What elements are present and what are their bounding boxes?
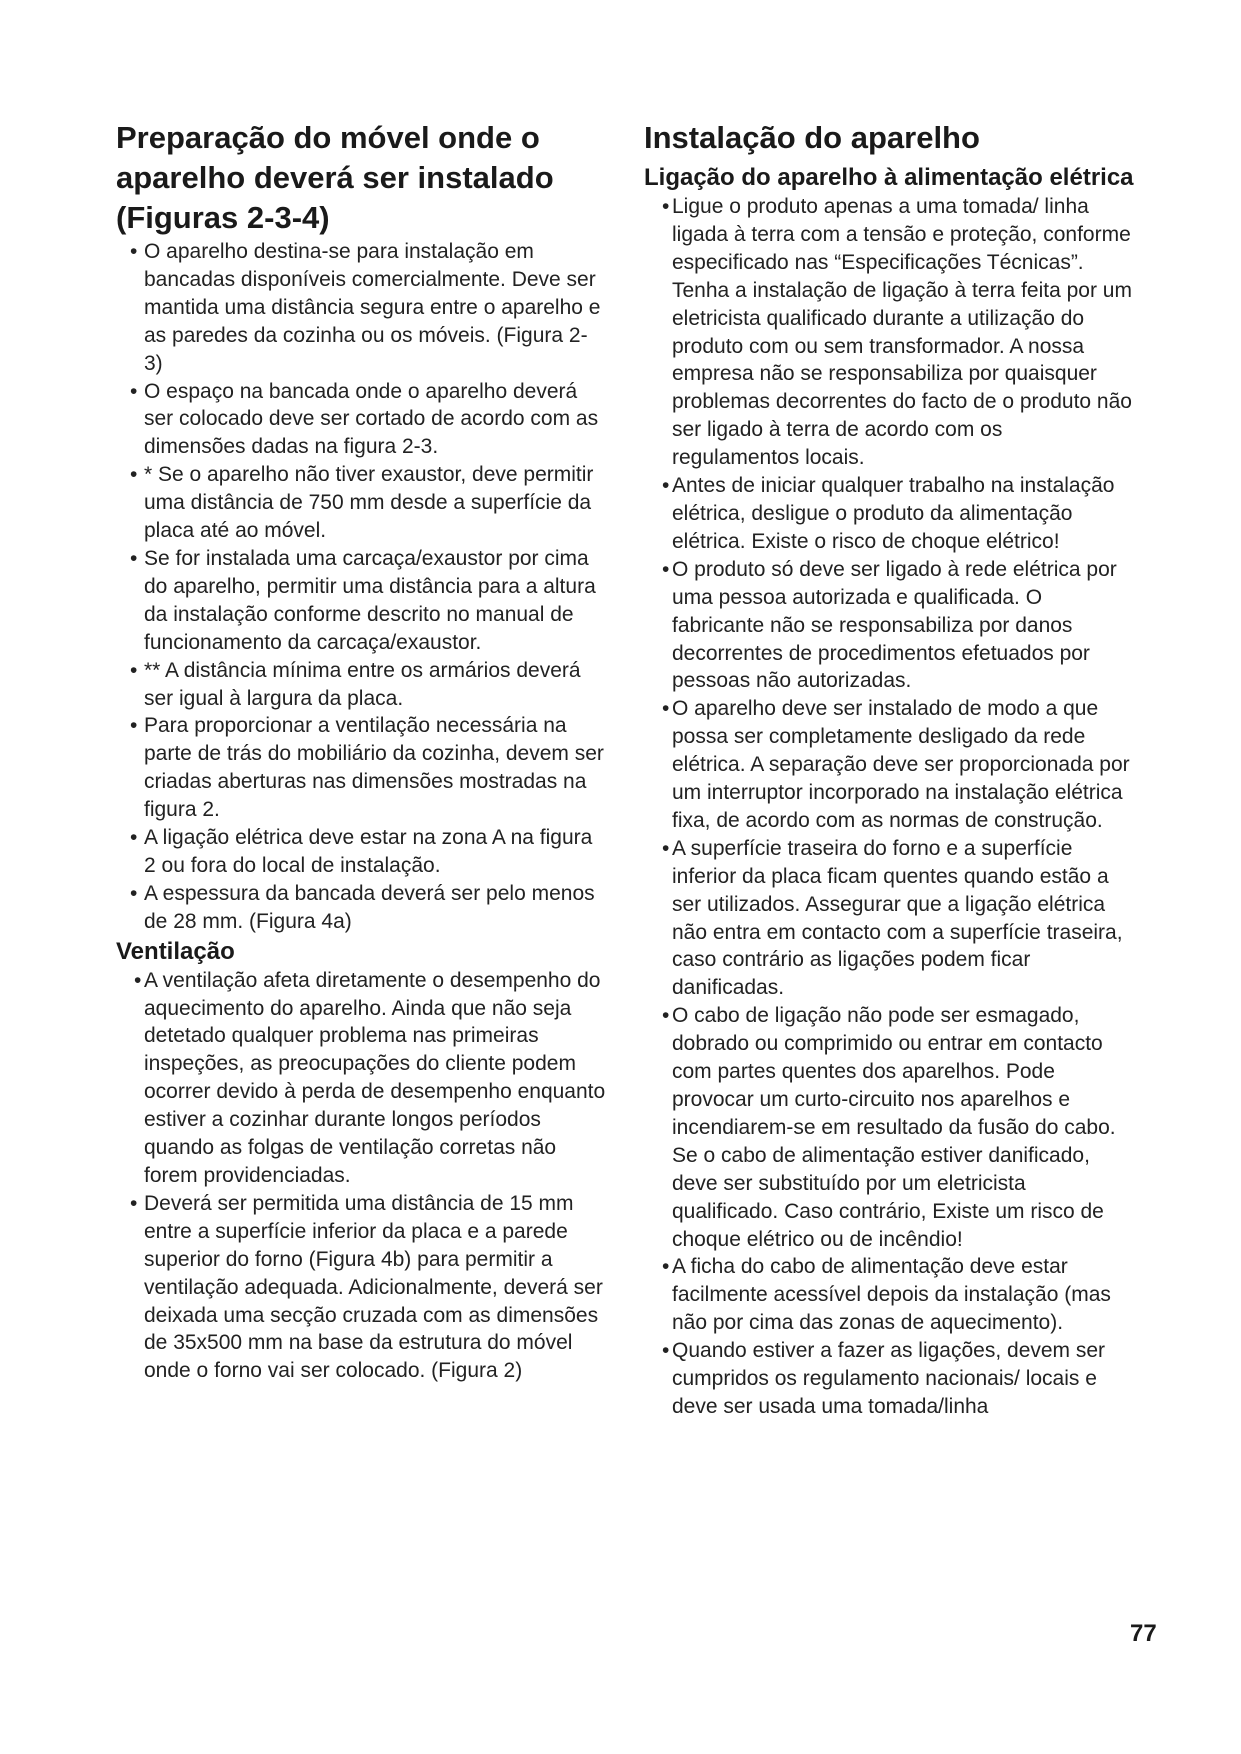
list-item: • Quando estiver a fazer as ligações, devem ser cumpridos os regulamento nacionais/ locais e deve ser usada uma tomada/linha [644, 1337, 1134, 1421]
electrical-connection-list [644, 193, 1134, 1421]
list-item: • * Se o aparelho não tiver exaustor, deve permitir uma distância de 750 mm desde a superfície da placa até ao móvel. [116, 461, 606, 545]
list-item: • A superfície traseira do forno e a superfície inferior da placa ficam quentes quando estão a ser utilizados. Assegurar que a ligação elétrica não entra em contacto com a superfície traseira, caso contrário as ligações podem ficar danificadas. [644, 835, 1134, 1002]
page-number: 77 [1130, 1620, 1157, 1647]
right-section-title: Instalação do aparelho [644, 120, 980, 155]
electrical-connection-heading: Ligação do aparelho à alimentação elétrica [644, 164, 1134, 191]
list-item: • O aparelho deve ser instalado de modo a que possa ser completamente desligado da rede elétrica. A separação deve ser proporcionada por um interruptor incorporado na instalação elétrica fixa, de acordo com as normas de construção. [644, 695, 1134, 835]
list-item: • Para proporcionar a ventilação necessária na parte de trás do mobiliário da cozinha, devem ser criadas aberturas nas dimensões mostradas na figura 2. [116, 712, 606, 824]
ventilation-heading: Ventilação [116, 937, 235, 965]
list-item: • O cabo de ligação não pode ser esmagado, dobrado ou comprimido ou entrar em contacto com partes quentes dos aparelhos. Pode provocar um curto-circuito nos aparelhos e incendiarem-se em resultado da fusão do cabo. Se o cabo de alimentação estiver danificado, deve ser substituído por um eletricista qualificado. Caso contrário, Existe um risco de choque elétrico ou de incêndio! [644, 1002, 1134, 1253]
list-item: • Antes de iniciar qualquer trabalho na instalação elétrica, desligue o produto da alimentação elétrica. Existe o risco de choque elétrico! [644, 472, 1134, 556]
left-column [116, 118, 606, 1385]
right-column [644, 118, 1134, 1421]
list-item: • A espessura da bancada deverá ser pelo menos de 28 mm. (Figura 4a) [116, 880, 606, 936]
left-section-title: Preparação do móvel onde o aparelho deverá ser instalado (Figuras 2-3-4) [116, 120, 554, 235]
list-item: • A ligação elétrica deve estar na zona A na figura 2 ou fora do local de instalação. [116, 824, 606, 880]
ventilation-list [116, 967, 606, 1386]
list-item: • A ficha do cabo de alimentação deve estar facilmente acessível depois da instalação (mas não por cima das zonas de aquecimento). [644, 1253, 1134, 1337]
list-item: • A ventilação afeta diretamente o desempenho do aquecimento do aparelho. Ainda que não seja detetado qualquer problema nas primeiras inspeções, as preocupações do cliente podem ocorrer devido à perda de desempenho enquanto estiver a cozinhar durante longos períodos quando as folgas de ventilação corretas não forem providenciadas. [116, 967, 606, 1190]
list-item: • O aparelho destina-se para instalação em bancadas disponíveis comercialmente. Deve ser mantida uma distância segura entre o aparelho e as paredes da cozinha ou os móveis. (Figura 2-3) [116, 238, 606, 378]
list-item: • Deverá ser permitida uma distância de 15 mm entre a superfície inferior da placa e a parede superior do forno (Figura 4b) para permitir a ventilação adequada. Adicionalmente, deverá ser deixada uma secção cruzada com as dimensões de 35x500 mm na base da estrutura do móvel onde o forno vai ser colocado. (Figura 2) [116, 1190, 606, 1385]
list-item: • ** A distância mínima entre os armários deverá ser igual à largura da placa. [116, 657, 606, 713]
cabinet-preparation-list [116, 238, 606, 936]
list-item: • O produto só deve ser ligado à rede elétrica por uma pessoa autorizada e qualificada. O fabricante não se responsabiliza por danos decorrentes de procedimentos efetuados por pessoas não autorizadas. [644, 556, 1134, 696]
list-item: • O espaço na bancada onde o aparelho deverá ser colocado deve ser cortado de acordo com as dimensões dadas na figura 2-3. [116, 378, 606, 462]
list-item: • Ligue o produto apenas a uma tomada/ linha ligada à terra com a tensão e proteção, conforme especificado nas “Especificações Técnicas”. Tenha a instalação de ligação à terra feita por um eletricista qualificado durante a utilização do produto com ou sem transformador. A nossa empresa não se responsabiliza por quaisquer problemas decorrentes do facto de o produto não ser ligado à terra de acordo com os regulamentos locais. [644, 193, 1134, 472]
list-item: • Se for instalada uma carcaça/exaustor por cima do aparelho, permitir uma distância para a altura da instalação conforme descrito no manual de funcionamento da carcaça/exaustor. [116, 545, 606, 657]
